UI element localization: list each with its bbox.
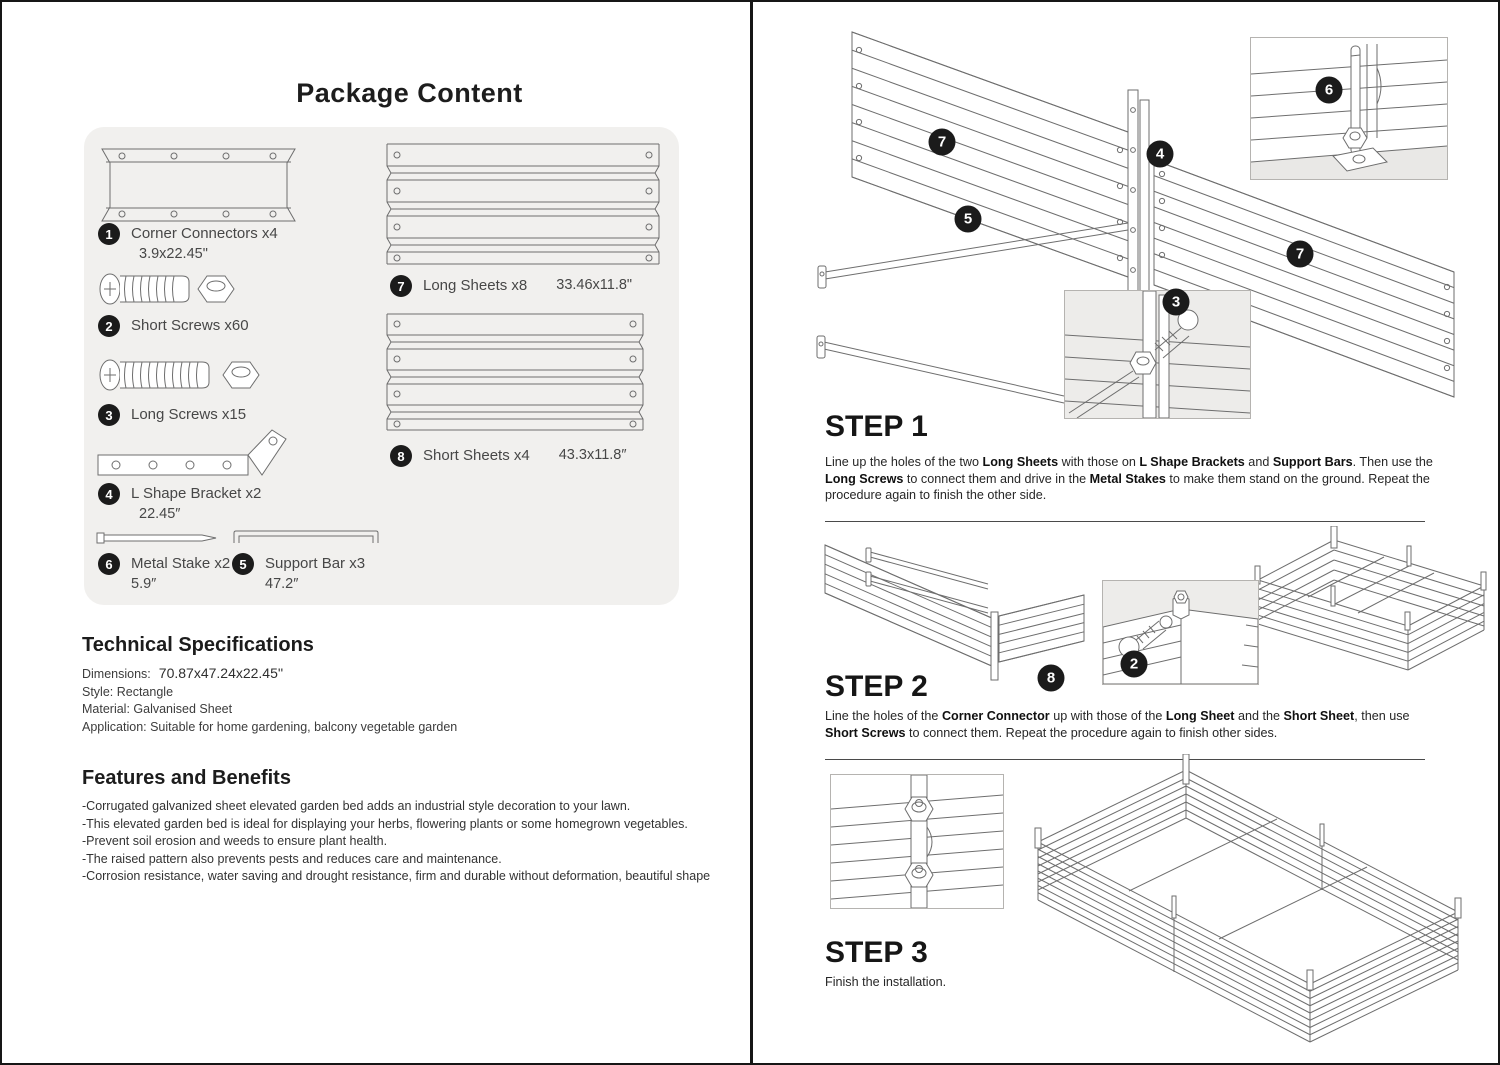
callout-3-long-screw: 3 <box>1163 289 1190 316</box>
part-size: 3.9x22.45" <box>139 246 208 262</box>
long-sheet-drawing <box>384 141 662 267</box>
separator-1 <box>825 521 1425 522</box>
spec-dimensions-value: 70.87x47.24x22.45'' <box>158 665 284 681</box>
long-screw-drawing <box>96 355 271 395</box>
short-screw-drawing <box>96 269 246 309</box>
part-label: Metal Stake x2 <box>131 555 231 572</box>
spec-style: Style: Rectangle <box>82 684 174 699</box>
part-row-corner-connectors <box>98 223 278 264</box>
callout-2-short-screw: 2 <box>1121 651 1148 678</box>
part-label: Support Bar x3 <box>265 555 366 572</box>
part-number-badge: 6 <box>98 553 120 575</box>
part-label: Long Screws x15 <box>131 406 247 423</box>
part-number-badge: 2 <box>98 315 120 337</box>
feature-item: -Corrugated galvanized sheet elevated garden bed adds an industrial style decoration to your lawn. <box>82 799 631 813</box>
feature-item: -This elevated garden bed is ideal for displaying your herbs, flowering plants or some homegrown vegetables. <box>82 816 688 831</box>
part-row-short-sheets <box>390 445 626 467</box>
part-number-badge: 1 <box>98 223 120 245</box>
feature-item: -The raised pattern also prevents pests and reduces care and maintenance. <box>82 851 502 866</box>
part-number-badge: 4 <box>98 483 120 505</box>
screw-detail-drawing <box>1065 291 1250 418</box>
spec-material: Material: Galvanised Sheet <box>82 702 233 716</box>
part-size: 43.3x11.8″ <box>558 447 627 463</box>
part-size: 47.2″ <box>265 576 299 592</box>
part-row-metal-stake <box>98 553 230 594</box>
step2-heading: STEP 2 <box>825 670 928 703</box>
part-row-long-sheets <box>390 275 632 297</box>
part-size: 33.46x11.8" <box>556 277 633 293</box>
callout-4-l-bracket: 4 <box>1147 141 1174 168</box>
page-title: Package Content <box>296 78 523 108</box>
support-bar-drawing <box>230 527 382 545</box>
spec-dimensions <box>82 665 702 684</box>
step2-text: Line the holes of the Corner Connector up with those of the Long Sheet and the Short Sheet, then use Short Screws to connect them. Repeat the procedure again to finish other sides. <box>825 709 1410 740</box>
feature-item: -Corrosion resistance, water saving and drought resistance, firm and durable without deformation, beautiful shape <box>82 869 711 883</box>
tech-specs-heading: Technical Specifications <box>82 634 314 656</box>
corner-connector-drawing <box>96 143 301 228</box>
package-content-panel <box>84 127 679 605</box>
part-row-l-shape-bracket <box>98 483 261 524</box>
part-label: Short Sheets x4 <box>423 447 530 464</box>
part-label: Long Sheets x8 <box>423 277 528 294</box>
step3-bolt-detail-inset <box>830 774 1004 909</box>
callout-8-short-sheet: 8 <box>1038 665 1065 692</box>
part-row-short-screws <box>98 315 249 337</box>
step3-text: Finish the installation. <box>825 975 947 989</box>
technical-specifications-section <box>82 634 702 736</box>
part-number-badge: 5 <box>232 553 254 575</box>
callout-5-support-bar: 5 <box>955 206 982 233</box>
step1-stake-detail-inset <box>1250 37 1448 180</box>
part-row-long-screws <box>98 404 246 426</box>
part-row-support-bar <box>232 553 365 594</box>
step1-heading: STEP 1 <box>825 410 928 443</box>
part-size: 5.9″ <box>131 576 157 592</box>
part-number-badge: 7 <box>390 275 412 297</box>
part-label: L Shape Bracket x2 <box>131 485 262 502</box>
features-heading: Features and Benefits <box>82 767 291 789</box>
callout-7-right-sheet: 7 <box>1287 241 1314 268</box>
features-section <box>82 767 722 886</box>
spec-dimensions-label: Dimensions: <box>82 667 151 681</box>
step1-text: Line up the holes of the two Long Sheets with those on L Shape Brackets and Support Bars. Then use the Long Screws to connect them and drive in the Metal Stakes to make them stand on the ground. Repeat the procedure again to finish the other side. <box>825 455 1433 502</box>
step3-heading: STEP 3 <box>825 936 928 969</box>
part-number-badge: 8 <box>390 445 412 467</box>
step1-screw-detail-inset <box>1064 290 1251 419</box>
part-label: Corner Connectors x4 <box>131 225 278 242</box>
part-label: Short Screws x60 <box>131 317 249 334</box>
part-number-badge: 3 <box>98 404 120 426</box>
part-size: 22.45″ <box>139 506 181 522</box>
stake-detail-drawing <box>1251 38 1447 179</box>
callout-7-left-sheet: 7 <box>929 129 956 156</box>
page-divider <box>750 2 753 1063</box>
feature-item: -Prevent soil erosion and weeds to ensure plant health. <box>82 834 388 848</box>
bolt-detail-drawing <box>831 775 1003 908</box>
spec-application: Application: Suitable for home gardening, balcony vegetable garden <box>82 719 458 734</box>
short-sheet-drawing <box>384 311 646 433</box>
metal-stake-drawing <box>96 531 221 545</box>
callout-6-metal-stake: 6 <box>1316 77 1343 104</box>
l-shape-bracket-drawing <box>96 427 296 485</box>
